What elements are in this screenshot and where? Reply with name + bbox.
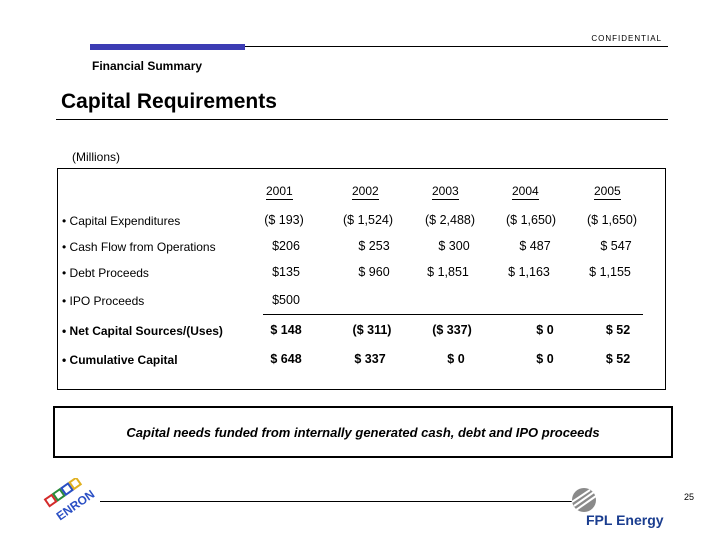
callout-text: Capital needs funded from internally generated cash, debt and IPO proceeds xyxy=(126,424,600,440)
callout-box xyxy=(53,406,673,458)
page-number: 25 xyxy=(683,492,694,502)
row-label-ipo-proceeds: • IPO Proceeds xyxy=(62,294,145,308)
fpl-energy-logo xyxy=(568,486,684,530)
table-cell: $ 0 xyxy=(536,323,554,337)
table-cell: ($ 1,650) xyxy=(505,213,557,227)
row-label-debt-proceeds: • Debt Proceeds xyxy=(62,266,149,280)
enron-logo xyxy=(40,478,102,536)
year-header-2002: 2002 xyxy=(352,184,379,198)
table-cell: ($ 2,488) xyxy=(424,213,476,227)
enron-logo-text: ENRON xyxy=(53,486,98,524)
table-cell: $ 0 xyxy=(447,352,465,366)
row-label-cash-flow: • Cash Flow from Operations xyxy=(62,240,216,254)
table-cell: ($ 193) xyxy=(264,213,304,227)
table-cell: $ 148 xyxy=(270,323,302,337)
table-cell: $ 52 xyxy=(605,352,631,366)
summary-divider xyxy=(263,314,643,315)
table-cell: $ 648 xyxy=(270,352,302,366)
table-cell: $ 253 xyxy=(358,239,390,253)
year-header-2001: 2001 xyxy=(266,184,293,198)
fpl-energy-text: FPL Energy xyxy=(586,512,664,528)
table-cell: $ 1,155 xyxy=(589,265,631,279)
table-cell: $206 xyxy=(272,239,300,253)
table-cell: ($ 1,524) xyxy=(342,213,394,227)
year-header-2005: 2005 xyxy=(594,184,621,198)
table-cell: $ 337 xyxy=(354,352,386,366)
page-title: Capital Requirements xyxy=(61,90,277,113)
table-cell: $ 960 xyxy=(358,265,390,279)
footer-divider xyxy=(100,501,578,502)
confidential-label: CONFIDENTIAL xyxy=(591,34,662,43)
units-label: (Millions) xyxy=(72,150,120,164)
table-cell: $ 300 xyxy=(438,239,470,253)
table-cell: $ 487 xyxy=(519,239,551,253)
title-divider xyxy=(56,119,668,120)
year-header-2003: 2003 xyxy=(432,184,459,198)
table-cell: $ 1,163 xyxy=(508,265,550,279)
year-header-2004: 2004 xyxy=(512,184,539,198)
table-cell: $500 xyxy=(272,293,300,307)
row-label-capital-expenditures: • Capital Expenditures xyxy=(62,214,181,228)
section-label: Financial Summary xyxy=(92,59,203,73)
table-cell: ($ 311) xyxy=(352,323,392,337)
table-cell: $ 1,851 xyxy=(427,265,469,279)
row-label-net-capital: • Net Capital Sources/(Uses) xyxy=(62,324,223,338)
table-cell: $ 547 xyxy=(600,239,632,253)
row-label-cumulative-capital: • Cumulative Capital xyxy=(62,353,178,367)
table-cell: ($ 337) xyxy=(432,323,472,337)
table-cell: $ 0 xyxy=(536,352,554,366)
table-cell: $135 xyxy=(272,265,300,279)
top-accent-bar xyxy=(90,44,245,50)
table-cell: ($ 1,650) xyxy=(586,213,638,227)
table-cell: $ 52 xyxy=(605,323,631,337)
